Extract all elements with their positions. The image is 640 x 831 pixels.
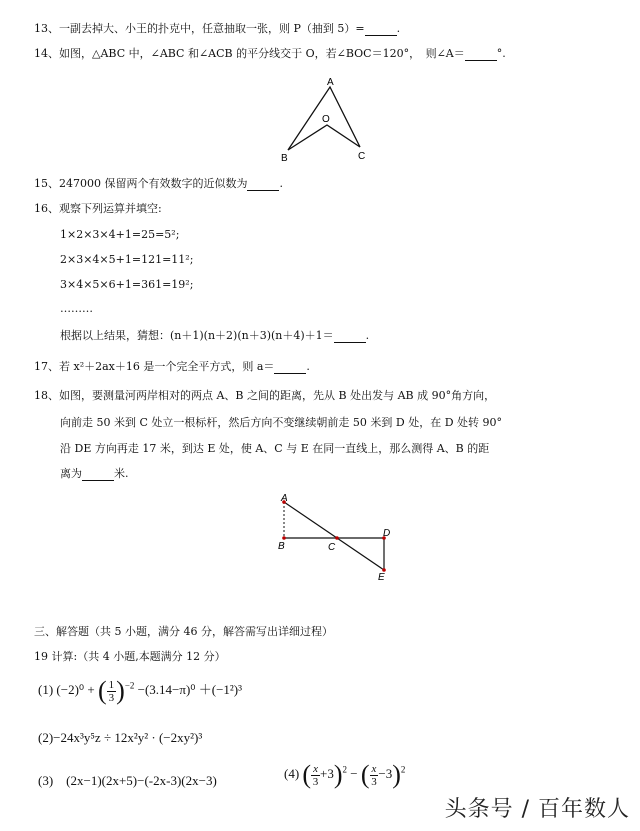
left-paren-2: ( — [360, 760, 370, 789]
frac-denominator-2: 3 — [371, 775, 377, 788]
label-c: C — [358, 151, 366, 162]
answer-blank-15 — [247, 179, 279, 191]
question-17-tail: . — [306, 360, 310, 373]
q19-part-4-label: (4) — [284, 765, 300, 781]
left-paren: ( — [97, 676, 107, 705]
question-18-line-4-text: 离为 — [60, 467, 82, 480]
q19-part-1-label: (1) — [38, 681, 54, 697]
question-13-tail: . — [396, 22, 401, 35]
frac-numerator: 1 — [108, 678, 115, 691]
question-18-tail: 米. — [114, 467, 129, 480]
question-14-text: 14、如图，△ABC 中，∠ABC 和∠ACB 的平分线交于 O，若∠BOC＝120°， 则∠A＝ — [34, 47, 465, 60]
section-3-heading: 三、解答题（共 5 小题，满分 46 分，解答需写出详细过程） — [34, 625, 333, 638]
answer-blank-17 — [274, 362, 306, 374]
q16-row-3: 3×4×5×6+1=361=19²; — [60, 278, 194, 291]
exponent-1: 2 — [342, 764, 347, 775]
question-15-text: 15、247000 保留两个有效数字的近似数为 — [34, 177, 248, 190]
fraction-x-over-3 — [311, 763, 320, 788]
left-paren: ( — [302, 760, 312, 789]
question-19-title: 19 计算:（共 4 小题,本题满分 12 分） — [34, 650, 226, 663]
q16-guess — [60, 329, 369, 343]
q16-row-2: 2×3×4×5+1=121=11²; — [60, 253, 194, 266]
label-o: O — [322, 114, 330, 125]
question-15 — [34, 177, 283, 191]
right-paren: ) — [333, 760, 343, 789]
q16-guess-text: 根据以上结果，猜想：(n＋1)(n＋2)(n＋3)(n＋4)＋1＝ — [60, 329, 334, 342]
frac-numerator-2: x — [371, 762, 377, 775]
question-13-text: 13、一副去掉大、小王的扑克中，任意抽取一张，则 P（抽到 5）= — [34, 22, 365, 35]
label-b: B — [281, 153, 288, 163]
point-b — [282, 536, 286, 540]
question-15-tail: . — [279, 177, 283, 190]
q19-part-4-c: −3 — [378, 765, 393, 781]
frac-numerator: x — [313, 762, 318, 775]
exponent-2: 2 — [400, 764, 406, 775]
watermark: 头条号 / 百年数人 — [444, 797, 630, 822]
segment-ae — [284, 502, 384, 570]
river-figure — [276, 492, 396, 584]
question-18-line-4 — [60, 467, 129, 481]
question-17 — [34, 360, 310, 374]
q19-part-3: (3) (2x−1)(2x+5)−(-2x-3)(2x−3) — [38, 773, 217, 788]
question-18-line-1: 18、如图，要测量河两岸相对的两点 A、B 之间的距离，先从 B 处出发与 AB 成 90°角方向， — [34, 389, 496, 402]
question-17-text: 17、若 x²＋2ax＋16 是一个完全平方式，则 a＝ — [34, 360, 275, 373]
label-d: D — [383, 528, 391, 539]
label-a: A — [327, 77, 334, 88]
label-a: A — [281, 493, 288, 504]
q16-row-4: ……… — [60, 302, 93, 315]
q19-part-2: (2)−24x³y⁵z ÷ 12x²y² · (−2xy²)³ — [38, 730, 203, 745]
right-paren: ) — [116, 676, 125, 705]
right-paren-2: ) — [392, 760, 401, 789]
answer-blank-16 — [334, 331, 366, 343]
triangle-figure — [275, 75, 375, 163]
label-c: C — [328, 542, 336, 553]
q16-row-1: 1×2×3×4+1=25=5²; — [60, 228, 180, 241]
label-e: E — [378, 572, 385, 583]
q19-part-4-a: +3 — [319, 765, 334, 781]
frac-denominator: 3 — [108, 691, 115, 704]
question-18-line-2: 向前走 50 米到 C 处立一根标杆，然后方向不变继续朝前走 50 米到 D 处，在 D 处转 90° — [60, 416, 503, 429]
exponent: −2 — [124, 680, 135, 691]
angle-bisectors — [288, 125, 360, 150]
q19-part-1-b: −(3.14−π)⁰ ＋(−1²)³ — [137, 681, 243, 697]
question-14-tail: °. — [496, 47, 506, 60]
q19-part-4-b: − — [350, 765, 358, 781]
answer-blank-13 — [365, 24, 397, 36]
answer-blank-18 — [82, 469, 114, 481]
answer-blank-14 — [465, 49, 497, 61]
q16-guess-tail: . — [365, 329, 370, 342]
q19-part-1-a: (−2)⁰ + — [56, 681, 95, 697]
fraction-one-third — [107, 679, 117, 704]
label-b: B — [278, 541, 285, 552]
q19-part-4 — [284, 760, 405, 790]
question-14 — [34, 47, 506, 61]
question-13 — [34, 22, 400, 36]
question-16-title: 16、观察下列运算并填空: — [34, 202, 162, 215]
question-18-line-3: 沿 DE 方向再走 17 米，到达 E 处，使 A、C 与 E 在同一直线上，那么测得 A、B 的距 — [60, 442, 490, 455]
frac-denominator: 3 — [312, 775, 319, 788]
point-c — [335, 536, 339, 540]
q19-part-1 — [38, 676, 242, 706]
